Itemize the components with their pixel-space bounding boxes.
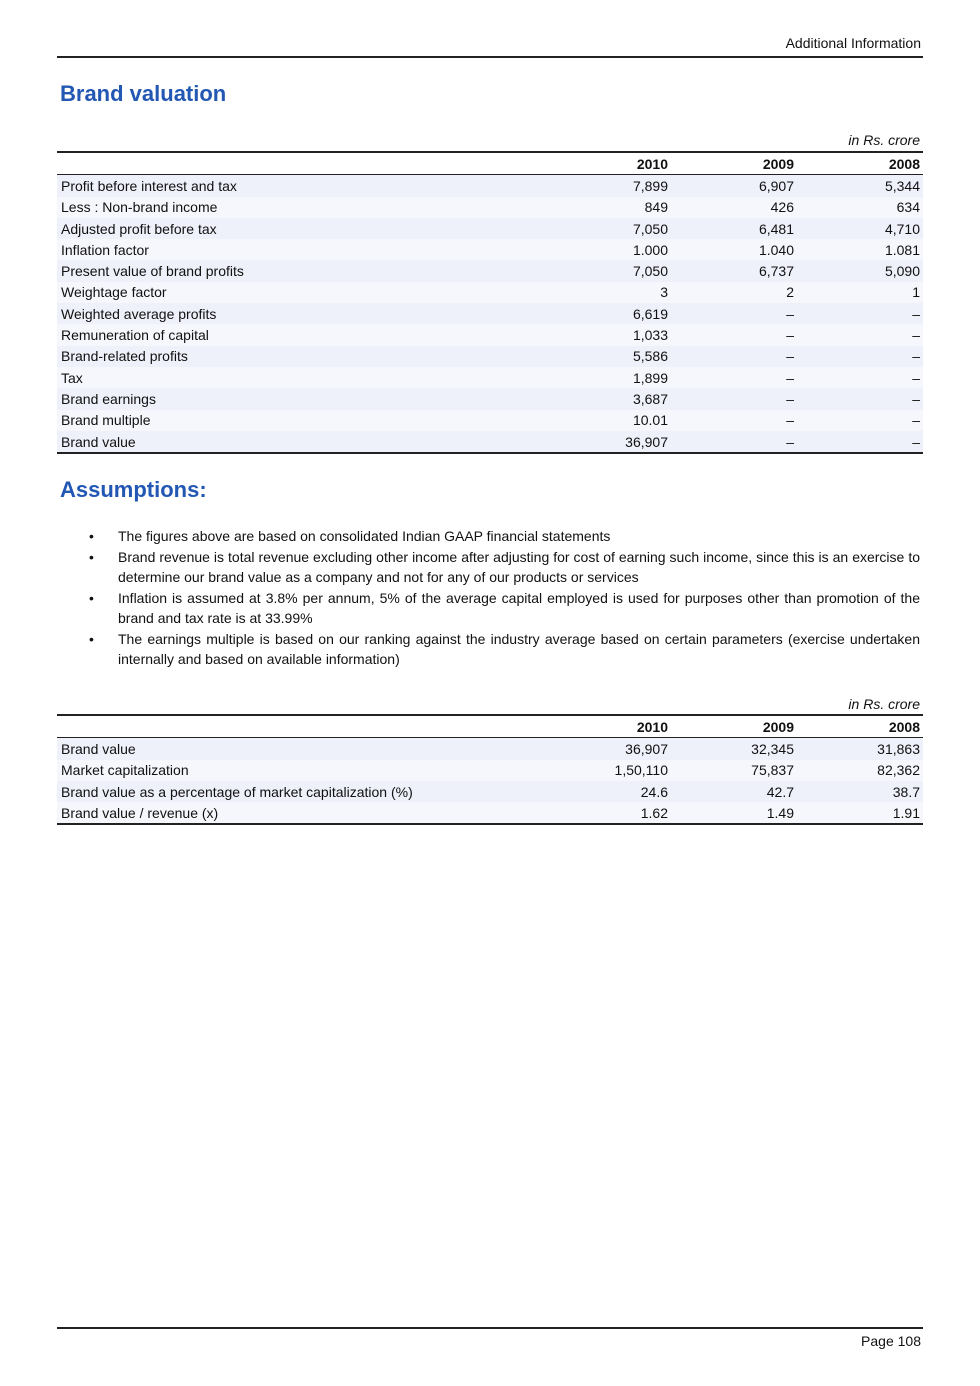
cell-value: 3 bbox=[512, 282, 671, 303]
page-header bbox=[57, 36, 923, 58]
cell-value: 6,481 bbox=[671, 218, 797, 239]
cell-value: 634 bbox=[797, 197, 923, 218]
table-row bbox=[57, 410, 923, 431]
list-item bbox=[57, 588, 923, 628]
row-label: Brand-related profits bbox=[57, 346, 512, 367]
cell-value: – bbox=[671, 324, 797, 345]
cell-value: 36,907 bbox=[512, 738, 671, 760]
cell-value: 3,687 bbox=[512, 388, 671, 409]
assumption-text: The earnings multiple is based on our ranking against the industry average based on certain parameters (exercise undertaken internally and based on available information) bbox=[118, 631, 920, 667]
table-row bbox=[57, 260, 923, 281]
table-row bbox=[57, 781, 923, 802]
row-label: Brand value bbox=[57, 431, 512, 453]
list-item bbox=[57, 629, 923, 669]
table-row bbox=[57, 282, 923, 303]
cell-value: 1,033 bbox=[512, 324, 671, 345]
row-label: Present value of brand profits bbox=[57, 260, 512, 281]
cell-value: – bbox=[797, 388, 923, 409]
cell-value: – bbox=[671, 303, 797, 324]
assumption-text: Inflation is assumed at 3.8% per annum, 5% of the average capital employed is used for purposes other than promotion of the brand and tax rate is at 33.99% bbox=[118, 590, 920, 626]
column-header bbox=[57, 715, 512, 738]
cell-value: – bbox=[797, 346, 923, 367]
table-header-row bbox=[57, 152, 923, 175]
cell-value: 24.6 bbox=[512, 781, 671, 802]
assumption-text: The figures above are based on consolidated Indian GAAP financial statements bbox=[118, 528, 611, 544]
table-row bbox=[57, 324, 923, 345]
cell-value: 1.040 bbox=[671, 239, 797, 260]
table-row bbox=[57, 802, 923, 824]
row-label: Less : Non-brand income bbox=[57, 197, 512, 218]
column-header: 2010 bbox=[636, 718, 668, 735]
section-title: Additional Information bbox=[785, 35, 921, 51]
cell-value: 1.91 bbox=[797, 802, 923, 824]
list-item bbox=[57, 526, 923, 546]
cell-value: 2 bbox=[671, 282, 797, 303]
cell-value: 7,050 bbox=[512, 260, 671, 281]
cell-value: 1,899 bbox=[512, 367, 671, 388]
cell-value: 75,837 bbox=[671, 760, 797, 781]
table-row bbox=[57, 239, 923, 260]
row-label: Adjusted profit before tax bbox=[57, 218, 512, 239]
cell-value: 7,899 bbox=[512, 175, 671, 197]
row-label: Brand multiple bbox=[57, 410, 512, 431]
cell-value: 42.7 bbox=[671, 781, 797, 802]
cell-value: 1.49 bbox=[671, 802, 797, 824]
list-item bbox=[57, 547, 923, 587]
assumption-text: Brand revenue is total revenue excluding other income after adjusting for cost of earning such income, since this is an exercise to determine our brand value as a company and not for any of our products or services bbox=[118, 549, 920, 585]
assumptions-list bbox=[57, 526, 923, 670]
cell-value: – bbox=[671, 388, 797, 409]
cell-value: 36,907 bbox=[512, 431, 671, 453]
cell-value: 82,362 bbox=[797, 760, 923, 781]
row-label: Market capitalization bbox=[57, 760, 512, 781]
table-row bbox=[57, 388, 923, 409]
cell-value: – bbox=[671, 431, 797, 453]
cell-value: 1 bbox=[797, 282, 923, 303]
table-row bbox=[57, 760, 923, 781]
table1-unit: in Rs. crore bbox=[848, 132, 920, 148]
page-number: Page 108 bbox=[861, 1333, 921, 1349]
row-label: Brand value bbox=[57, 738, 512, 760]
cell-value: 38.7 bbox=[797, 781, 923, 802]
cell-value: 1.000 bbox=[512, 239, 671, 260]
bullet-icon: • bbox=[89, 631, 94, 647]
row-label: Brand value as a percentage of market capitalization (%) bbox=[57, 781, 512, 802]
assumptions-title: Assumptions: bbox=[60, 477, 207, 502]
table-row bbox=[57, 367, 923, 388]
table-header-row bbox=[57, 715, 923, 738]
bullet-icon: • bbox=[89, 549, 94, 565]
table-row bbox=[57, 197, 923, 218]
cell-value: 6,737 bbox=[671, 260, 797, 281]
cell-value: 5,344 bbox=[797, 175, 923, 197]
column-header: 2009 bbox=[762, 155, 794, 172]
table-row bbox=[57, 175, 923, 197]
column-header: 2010 bbox=[636, 155, 668, 172]
cell-value: 10.01 bbox=[512, 410, 671, 431]
row-label: Brand value / revenue (x) bbox=[57, 802, 512, 824]
table-row bbox=[57, 431, 923, 453]
cell-value: 426 bbox=[671, 197, 797, 218]
cell-value: 1.62 bbox=[512, 802, 671, 824]
row-label: Weightage factor bbox=[57, 282, 512, 303]
column-header bbox=[57, 152, 512, 175]
cell-value: – bbox=[797, 431, 923, 453]
cell-value: – bbox=[797, 303, 923, 324]
bullet-icon: • bbox=[89, 528, 94, 544]
cell-value: 4,710 bbox=[797, 218, 923, 239]
bullet-icon: • bbox=[89, 590, 94, 606]
table-row bbox=[57, 218, 923, 239]
table-row bbox=[57, 738, 923, 760]
column-header: 2008 bbox=[888, 718, 920, 735]
cell-value: 6,907 bbox=[671, 175, 797, 197]
page-title: Brand valuation bbox=[60, 81, 227, 106]
row-label: Tax bbox=[57, 367, 512, 388]
cell-value: 1.081 bbox=[797, 239, 923, 260]
cell-value: 7,050 bbox=[512, 218, 671, 239]
row-label: Brand earnings bbox=[57, 388, 512, 409]
cell-value: 5,586 bbox=[512, 346, 671, 367]
cell-value: 32,345 bbox=[671, 738, 797, 760]
table-row bbox=[57, 303, 923, 324]
cell-value: – bbox=[671, 346, 797, 367]
table2-unit: in Rs. crore bbox=[848, 696, 920, 712]
cell-value: 5,090 bbox=[797, 260, 923, 281]
row-label: Inflation factor bbox=[57, 239, 512, 260]
cell-value: 31,863 bbox=[797, 738, 923, 760]
brand-valuation-table bbox=[57, 151, 923, 454]
row-label: Weighted average profits bbox=[57, 303, 512, 324]
row-label: Remuneration of capital bbox=[57, 324, 512, 345]
column-header: 2009 bbox=[762, 718, 794, 735]
page-footer bbox=[57, 1327, 923, 1349]
column-header: 2008 bbox=[888, 155, 920, 172]
cell-value: – bbox=[797, 367, 923, 388]
row-label: Profit before interest and tax bbox=[57, 175, 512, 197]
cell-value: – bbox=[797, 324, 923, 345]
cell-value: – bbox=[671, 410, 797, 431]
cell-value: – bbox=[671, 367, 797, 388]
cell-value: 6,619 bbox=[512, 303, 671, 324]
cell-value: 849 bbox=[512, 197, 671, 218]
cell-value: – bbox=[797, 410, 923, 431]
table-row bbox=[57, 346, 923, 367]
cell-value: 1,50,110 bbox=[512, 760, 671, 781]
brand-value-summary-table bbox=[57, 714, 923, 825]
